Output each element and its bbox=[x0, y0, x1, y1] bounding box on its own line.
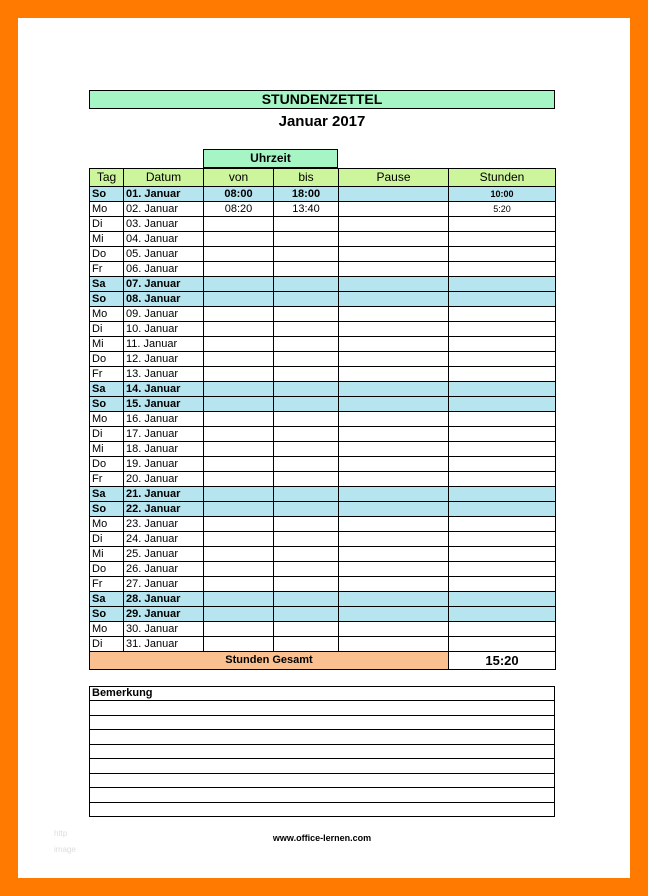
von-cell[interactable] bbox=[204, 397, 274, 412]
stunden-cell bbox=[449, 502, 556, 517]
pause-cell[interactable] bbox=[339, 382, 449, 397]
watermark-line: http bbox=[54, 829, 68, 838]
bis-cell[interactable] bbox=[274, 532, 339, 547]
table-row bbox=[90, 277, 556, 292]
day-cell: Di bbox=[90, 637, 124, 652]
pause-cell[interactable] bbox=[339, 337, 449, 352]
day-cell: Mo bbox=[90, 202, 124, 217]
pause-cell[interactable] bbox=[339, 187, 449, 202]
day-cell: Mo bbox=[90, 307, 124, 322]
timesheet-page bbox=[18, 18, 630, 878]
stunden-cell bbox=[449, 262, 556, 277]
pause-cell[interactable] bbox=[339, 232, 449, 247]
stunden-cell bbox=[449, 277, 556, 292]
bemerkung-line[interactable] bbox=[90, 730, 554, 745]
day-cell: Sa bbox=[90, 382, 124, 397]
von-cell[interactable] bbox=[204, 577, 274, 592]
stunden-cell bbox=[449, 532, 556, 547]
table-row bbox=[90, 367, 556, 382]
bemerkung-box bbox=[89, 686, 555, 817]
day-cell: Di bbox=[90, 532, 124, 547]
table-row bbox=[90, 622, 556, 637]
table-row bbox=[90, 637, 556, 652]
table-row bbox=[90, 397, 556, 412]
bemerkung-line[interactable] bbox=[90, 701, 554, 716]
von-cell[interactable] bbox=[204, 292, 274, 307]
date-cell: 28. Januar bbox=[124, 592, 204, 607]
day-cell: Fr bbox=[90, 262, 124, 277]
day-cell: So bbox=[90, 187, 124, 202]
bis-cell[interactable] bbox=[274, 247, 339, 262]
table-row bbox=[90, 577, 556, 592]
stunden-cell bbox=[449, 457, 556, 472]
day-cell: Fr bbox=[90, 367, 124, 382]
table-row bbox=[90, 532, 556, 547]
day-cell: Mi bbox=[90, 337, 124, 352]
bis-cell[interactable]: 13:40 bbox=[274, 202, 339, 217]
stunden-cell bbox=[449, 637, 556, 652]
von-cell[interactable] bbox=[204, 277, 274, 292]
bis-cell[interactable] bbox=[274, 307, 339, 322]
bis-cell[interactable] bbox=[274, 277, 339, 292]
von-cell[interactable] bbox=[204, 637, 274, 652]
stunden-cell bbox=[449, 442, 556, 457]
date-cell: 11. Januar bbox=[124, 337, 204, 352]
bemerkung-line[interactable] bbox=[90, 803, 554, 817]
von-cell[interactable] bbox=[204, 427, 274, 442]
bis-cell[interactable] bbox=[274, 637, 339, 652]
von-cell[interactable] bbox=[204, 412, 274, 427]
date-cell: 20. Januar bbox=[124, 472, 204, 487]
bis-cell[interactable] bbox=[274, 457, 339, 472]
pause-cell[interactable] bbox=[339, 577, 449, 592]
date-cell: 27. Januar bbox=[124, 577, 204, 592]
stunden-cell bbox=[449, 247, 556, 262]
table-row bbox=[90, 382, 556, 397]
pause-cell[interactable] bbox=[339, 502, 449, 517]
pause-cell[interactable] bbox=[339, 277, 449, 292]
date-cell: 12. Januar bbox=[124, 352, 204, 367]
pause-cell[interactable] bbox=[339, 247, 449, 262]
bemerkung-line[interactable] bbox=[90, 774, 554, 789]
stunden-cell: 10:00 bbox=[449, 187, 556, 202]
bis-cell[interactable] bbox=[274, 442, 339, 457]
col-header-von: von bbox=[204, 169, 274, 187]
pause-cell[interactable] bbox=[339, 592, 449, 607]
table-row bbox=[90, 547, 556, 562]
day-cell: Do bbox=[90, 457, 124, 472]
day-cell: Di bbox=[90, 427, 124, 442]
table-row bbox=[90, 292, 556, 307]
stunden-cell bbox=[449, 412, 556, 427]
day-cell: Do bbox=[90, 562, 124, 577]
day-cell: Di bbox=[90, 217, 124, 232]
stunden-cell bbox=[449, 562, 556, 577]
stunden-cell: 5:20 bbox=[449, 202, 556, 217]
von-cell[interactable] bbox=[204, 367, 274, 382]
von-cell[interactable] bbox=[204, 472, 274, 487]
pause-cell[interactable] bbox=[339, 322, 449, 337]
pause-cell[interactable] bbox=[339, 307, 449, 322]
von-cell[interactable] bbox=[204, 217, 274, 232]
day-cell: Fr bbox=[90, 472, 124, 487]
von-cell[interactable] bbox=[204, 457, 274, 472]
stunden-cell bbox=[449, 577, 556, 592]
pause-cell[interactable] bbox=[339, 427, 449, 442]
bis-cell[interactable] bbox=[274, 217, 339, 232]
stunden-cell bbox=[449, 352, 556, 367]
pause-cell[interactable] bbox=[339, 532, 449, 547]
date-cell: 04. Januar bbox=[124, 232, 204, 247]
stunden-cell bbox=[449, 232, 556, 247]
date-cell: 06. Januar bbox=[124, 262, 204, 277]
stunden-cell bbox=[449, 397, 556, 412]
pause-cell[interactable] bbox=[339, 292, 449, 307]
date-cell: 15. Januar bbox=[124, 397, 204, 412]
pause-cell[interactable] bbox=[339, 637, 449, 652]
pause-cell[interactable] bbox=[339, 217, 449, 232]
table-row bbox=[90, 232, 556, 247]
day-cell: Sa bbox=[90, 487, 124, 502]
date-cell: 05. Januar bbox=[124, 247, 204, 262]
bis-cell[interactable] bbox=[274, 232, 339, 247]
date-cell: 24. Januar bbox=[124, 532, 204, 547]
stunden-cell bbox=[449, 322, 556, 337]
pause-cell[interactable] bbox=[339, 397, 449, 412]
table-row bbox=[90, 502, 556, 517]
bis-cell[interactable] bbox=[274, 352, 339, 367]
von-cell[interactable] bbox=[204, 547, 274, 562]
date-cell: 13. Januar bbox=[124, 367, 204, 382]
date-cell: 29. Januar bbox=[124, 607, 204, 622]
von-cell[interactable] bbox=[204, 607, 274, 622]
table-row bbox=[90, 487, 556, 502]
von-cell[interactable] bbox=[204, 352, 274, 367]
col-header-bis: bis bbox=[274, 169, 339, 187]
footer-url: www.office-lernen.com bbox=[272, 833, 372, 843]
table-row bbox=[90, 607, 556, 622]
table-row bbox=[90, 562, 556, 577]
bis-cell[interactable] bbox=[274, 472, 339, 487]
stunden-cell bbox=[449, 592, 556, 607]
date-cell: 21. Januar bbox=[124, 487, 204, 502]
table-row bbox=[90, 352, 556, 367]
day-cell: Mi bbox=[90, 442, 124, 457]
von-cell[interactable] bbox=[204, 622, 274, 637]
total-label: Stunden Gesamt bbox=[90, 652, 449, 670]
bis-cell[interactable]: 18:00 bbox=[274, 187, 339, 202]
page-subtitle: Januar 2017 bbox=[278, 113, 366, 130]
pause-cell[interactable] bbox=[339, 202, 449, 217]
date-cell: 10. Januar bbox=[124, 322, 204, 337]
stunden-cell bbox=[449, 517, 556, 532]
bis-cell[interactable] bbox=[274, 592, 339, 607]
date-cell: 31. Januar bbox=[124, 637, 204, 652]
pause-cell[interactable] bbox=[339, 517, 449, 532]
day-cell: Do bbox=[90, 352, 124, 367]
page-title: STUNDENZETTEL bbox=[89, 90, 555, 109]
col-header-pause: Pause bbox=[339, 169, 449, 187]
table-row bbox=[90, 442, 556, 457]
bis-cell[interactable] bbox=[274, 397, 339, 412]
date-cell: 09. Januar bbox=[124, 307, 204, 322]
date-cell: 16. Januar bbox=[124, 412, 204, 427]
bis-cell[interactable] bbox=[274, 517, 339, 532]
table-row bbox=[90, 427, 556, 442]
table-row bbox=[90, 337, 556, 352]
bemerkung-label: Bemerkung bbox=[90, 687, 554, 701]
stunden-cell bbox=[449, 427, 556, 442]
pause-cell[interactable] bbox=[339, 547, 449, 562]
bis-cell[interactable] bbox=[274, 502, 339, 517]
bis-cell[interactable] bbox=[274, 547, 339, 562]
pause-cell[interactable] bbox=[339, 412, 449, 427]
date-cell: 03. Januar bbox=[124, 217, 204, 232]
table-row bbox=[90, 187, 556, 202]
stunden-cell bbox=[449, 472, 556, 487]
day-cell: Fr bbox=[90, 577, 124, 592]
table-row bbox=[90, 202, 556, 217]
table-row bbox=[90, 322, 556, 337]
stunden-cell bbox=[449, 217, 556, 232]
bis-cell[interactable] bbox=[274, 562, 339, 577]
von-cell[interactable] bbox=[204, 337, 274, 352]
uhrzeit-header: Uhrzeit bbox=[203, 149, 338, 168]
pause-cell[interactable] bbox=[339, 472, 449, 487]
bis-cell[interactable] bbox=[274, 577, 339, 592]
table-row bbox=[90, 247, 556, 262]
bis-cell[interactable] bbox=[274, 292, 339, 307]
table-header-row bbox=[90, 169, 556, 187]
von-cell[interactable]: 08:00 bbox=[204, 187, 274, 202]
date-cell: 19. Januar bbox=[124, 457, 204, 472]
date-cell: 17. Januar bbox=[124, 427, 204, 442]
day-cell: Mi bbox=[90, 547, 124, 562]
timesheet-table bbox=[89, 168, 556, 670]
pause-cell[interactable] bbox=[339, 607, 449, 622]
date-cell: 30. Januar bbox=[124, 622, 204, 637]
von-cell[interactable] bbox=[204, 442, 274, 457]
day-cell: So bbox=[90, 397, 124, 412]
table-row bbox=[90, 592, 556, 607]
bis-cell[interactable] bbox=[274, 427, 339, 442]
stunden-cell bbox=[449, 622, 556, 637]
col-header-tag: Tag bbox=[90, 169, 124, 187]
von-cell[interactable] bbox=[204, 592, 274, 607]
stunden-cell bbox=[449, 487, 556, 502]
von-cell[interactable] bbox=[204, 532, 274, 547]
date-cell: 26. Januar bbox=[124, 562, 204, 577]
bis-cell[interactable] bbox=[274, 487, 339, 502]
date-cell: 18. Januar bbox=[124, 442, 204, 457]
pause-cell[interactable] bbox=[339, 352, 449, 367]
bemerkung-line[interactable] bbox=[90, 759, 554, 774]
date-cell: 08. Januar bbox=[124, 292, 204, 307]
table-row bbox=[90, 457, 556, 472]
day-cell: Mo bbox=[90, 517, 124, 532]
date-cell: 14. Januar bbox=[124, 382, 204, 397]
date-cell: 22. Januar bbox=[124, 502, 204, 517]
bis-cell[interactable] bbox=[274, 607, 339, 622]
table-row bbox=[90, 217, 556, 232]
stunden-cell bbox=[449, 292, 556, 307]
col-header-stunden: Stunden bbox=[449, 169, 556, 187]
day-cell: Sa bbox=[90, 277, 124, 292]
von-cell[interactable] bbox=[204, 382, 274, 397]
von-cell[interactable] bbox=[204, 247, 274, 262]
von-cell[interactable] bbox=[204, 232, 274, 247]
pause-cell[interactable] bbox=[339, 367, 449, 382]
day-cell: Mo bbox=[90, 412, 124, 427]
day-cell: Mo bbox=[90, 622, 124, 637]
bis-cell[interactable] bbox=[274, 412, 339, 427]
stunden-cell bbox=[449, 382, 556, 397]
bis-cell[interactable] bbox=[274, 322, 339, 337]
watermark bbox=[54, 826, 76, 858]
day-cell: So bbox=[90, 607, 124, 622]
total-row bbox=[90, 652, 556, 670]
day-cell: So bbox=[90, 292, 124, 307]
date-cell: 02. Januar bbox=[124, 202, 204, 217]
day-cell: So bbox=[90, 502, 124, 517]
pause-cell[interactable] bbox=[339, 562, 449, 577]
pause-cell[interactable] bbox=[339, 442, 449, 457]
stunden-cell bbox=[449, 547, 556, 562]
table-row bbox=[90, 472, 556, 487]
table-row bbox=[90, 412, 556, 427]
bis-cell[interactable] bbox=[274, 337, 339, 352]
day-cell: Do bbox=[90, 247, 124, 262]
day-cell: Mi bbox=[90, 232, 124, 247]
date-cell: 25. Januar bbox=[124, 547, 204, 562]
bis-cell[interactable] bbox=[274, 382, 339, 397]
table-row bbox=[90, 517, 556, 532]
von-cell[interactable] bbox=[204, 262, 274, 277]
bemerkung-line[interactable] bbox=[90, 716, 554, 731]
bemerkung-line[interactable] bbox=[90, 788, 554, 803]
stunden-cell bbox=[449, 367, 556, 382]
von-cell[interactable] bbox=[204, 517, 274, 532]
bis-cell[interactable] bbox=[274, 262, 339, 277]
day-cell: Sa bbox=[90, 592, 124, 607]
date-cell: 07. Januar bbox=[124, 277, 204, 292]
stunden-cell bbox=[449, 337, 556, 352]
von-cell[interactable] bbox=[204, 322, 274, 337]
von-cell[interactable] bbox=[204, 562, 274, 577]
pause-cell[interactable] bbox=[339, 262, 449, 277]
stunden-cell bbox=[449, 607, 556, 622]
col-header-datum: Datum bbox=[124, 169, 204, 187]
von-cell[interactable] bbox=[204, 307, 274, 322]
day-cell: Di bbox=[90, 322, 124, 337]
watermark-line: image bbox=[54, 845, 76, 854]
pause-cell[interactable] bbox=[339, 622, 449, 637]
stunden-cell bbox=[449, 307, 556, 322]
bemerkung-line[interactable] bbox=[90, 745, 554, 760]
date-cell: 23. Januar bbox=[124, 517, 204, 532]
total-value: 15:20 bbox=[449, 652, 556, 670]
von-cell[interactable] bbox=[204, 502, 274, 517]
table-row bbox=[90, 262, 556, 277]
date-cell: 01. Januar bbox=[124, 187, 204, 202]
table-row bbox=[90, 307, 556, 322]
pause-cell[interactable] bbox=[339, 487, 449, 502]
von-cell[interactable] bbox=[204, 487, 274, 502]
von-cell[interactable]: 08:20 bbox=[204, 202, 274, 217]
bis-cell[interactable] bbox=[274, 622, 339, 637]
pause-cell[interactable] bbox=[339, 457, 449, 472]
bis-cell[interactable] bbox=[274, 367, 339, 382]
